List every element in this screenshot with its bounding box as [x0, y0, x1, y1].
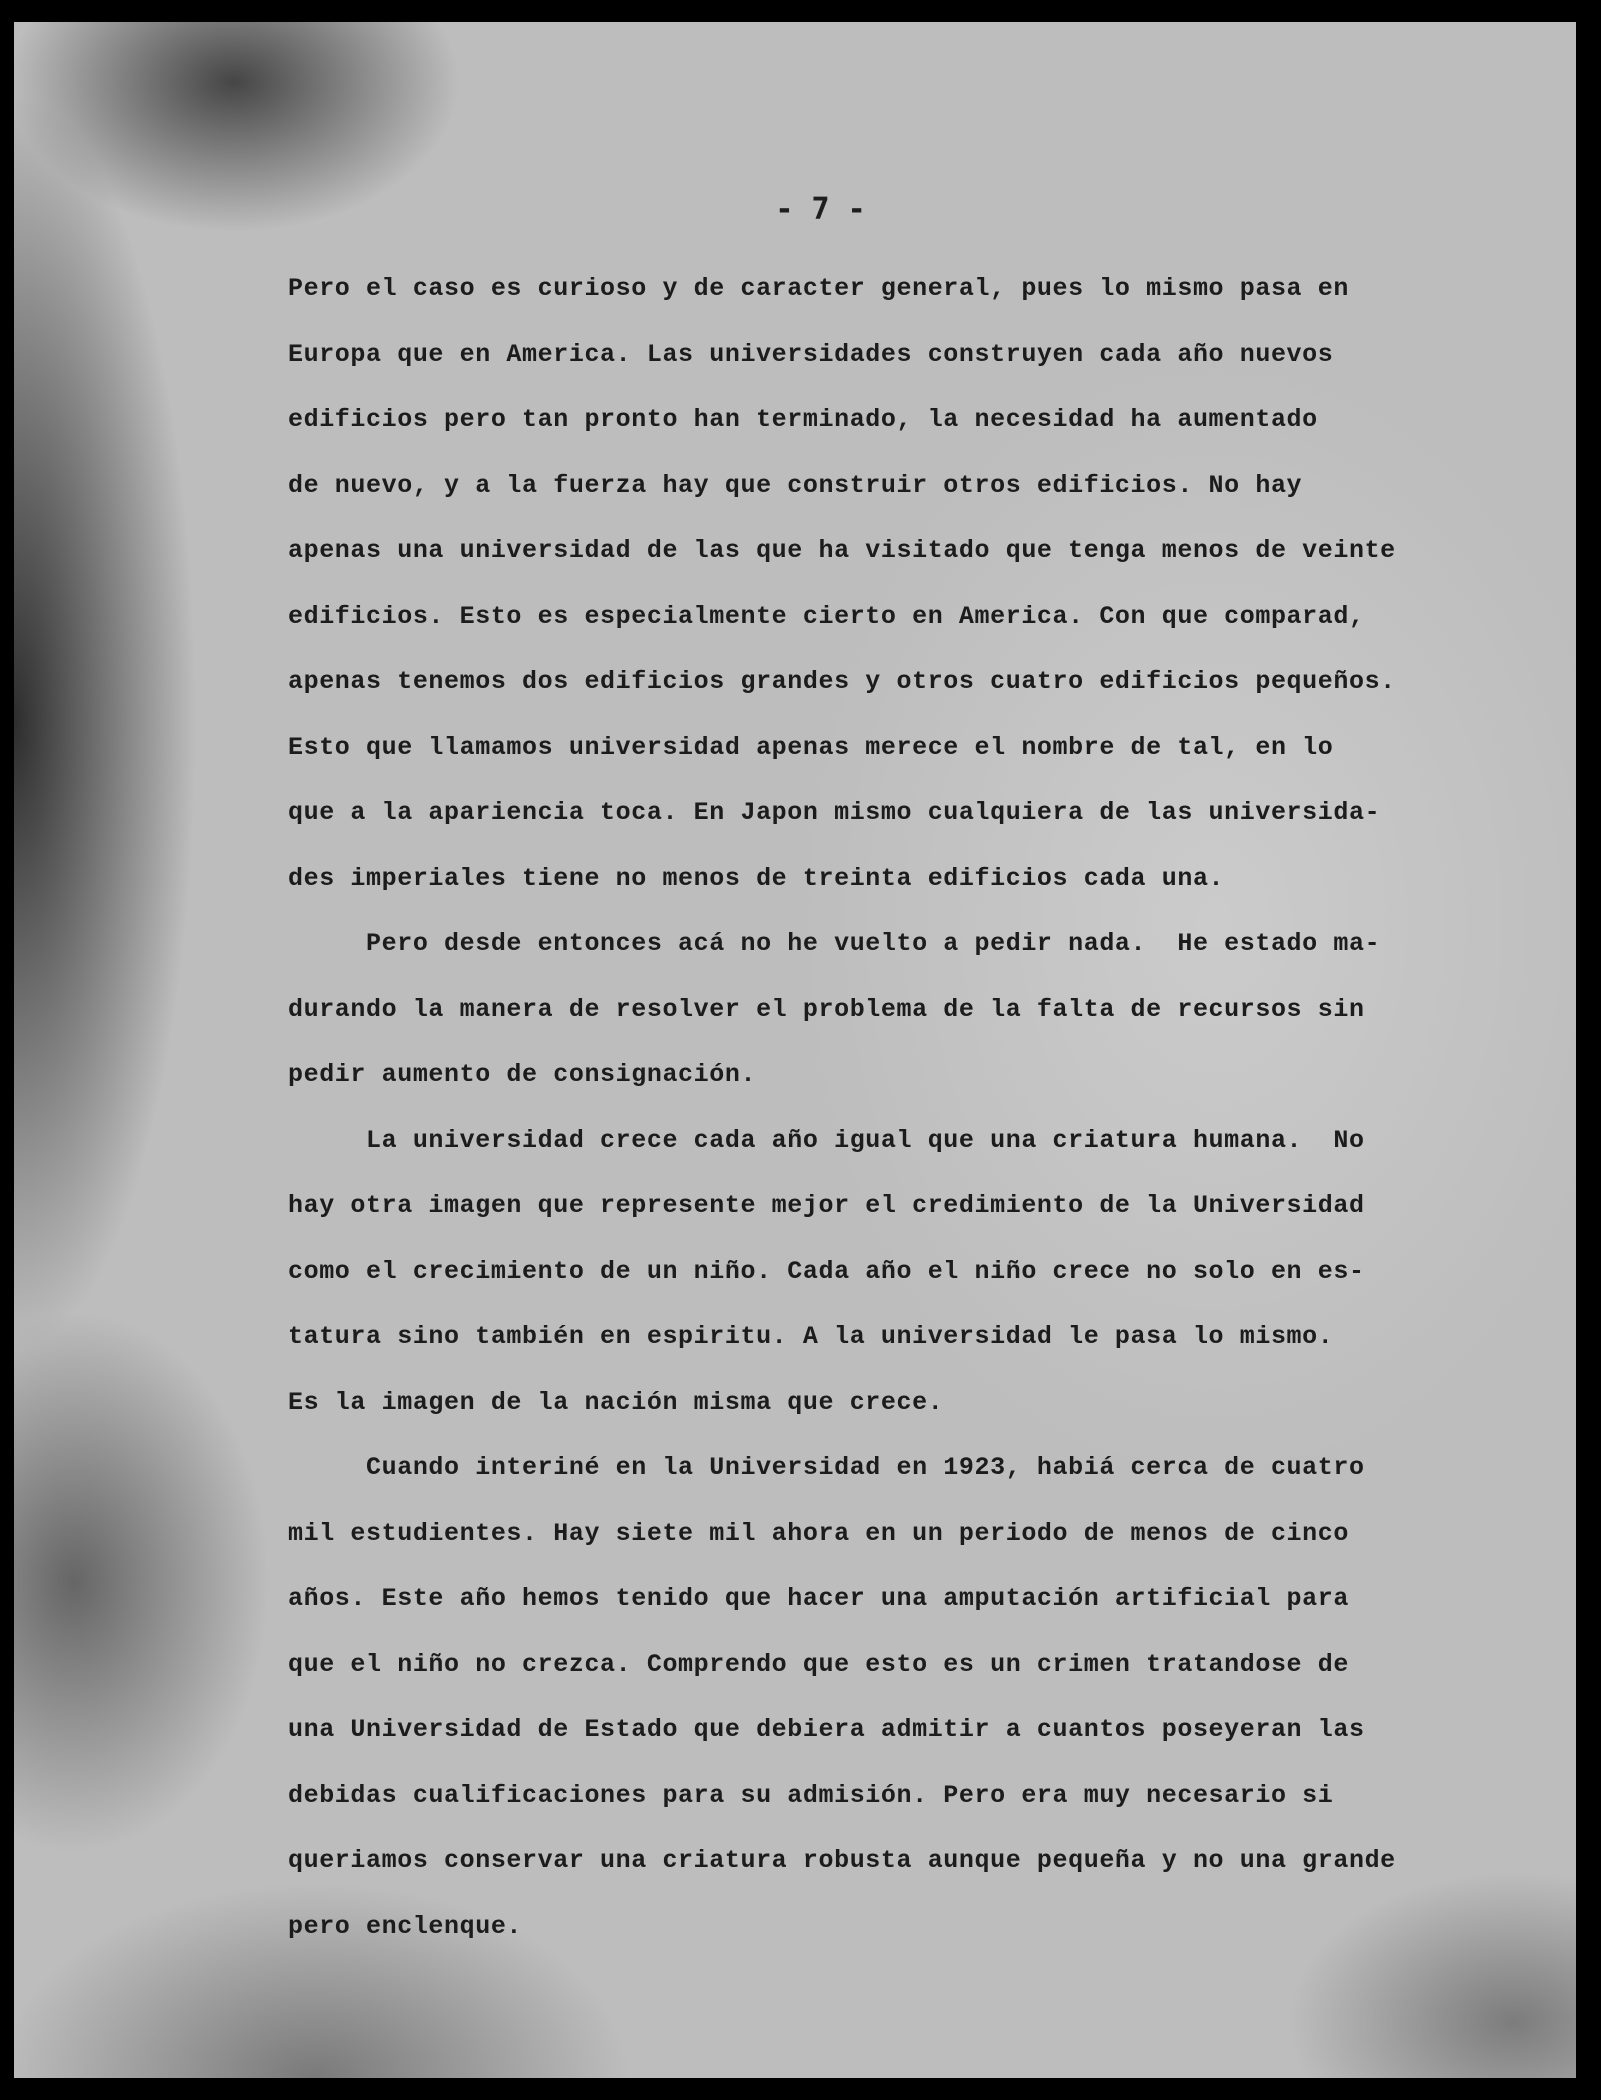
- text-line: queriamos conservar una criatura robusta aunque pequeña y no una grande: [288, 1846, 1396, 1875]
- text-line: des imperiales tiene no menos de treinta edificios cada una.: [288, 863, 1225, 893]
- text-line: Cuando interiné en la Universidad en 1923, habiá cerca de cuatro: [288, 1453, 1365, 1482]
- text-line: pedir aumento de consignación.: [288, 1060, 757, 1089]
- text-line: una Universidad de Estado que debiera admitir a cuantos poseyeran las: [288, 1715, 1365, 1744]
- text-line: de nuevo, y a la fuerza hay que construir otros edificios. No hay: [288, 470, 1303, 500]
- text-line: apenas tenemos dos edificios grandes y otros cuatro edificios pequeños.: [288, 667, 1396, 696]
- page-number: - 7 -: [775, 192, 866, 227]
- text-line: apenas una universidad de las que ha visitado que tenga menos de veinte: [288, 536, 1396, 565]
- text-line: que el niño no crezca. Comprendo que esto es un crimen tratandose de: [288, 1649, 1349, 1679]
- text-line: Es la imagen de la nación misma que crece.: [288, 1387, 944, 1417]
- text-line: Europa que en America. Las universidades construyen cada año nuevos: [288, 339, 1334, 369]
- text-line: edificios pero tan pronto han terminado, la necesidad ha aumentado: [288, 405, 1318, 434]
- text-line: pero enclenque.: [288, 1911, 523, 1941]
- text-line: tatura sino también en espiritu. A la universidad le pasa lo mismo.: [288, 1322, 1334, 1351]
- text-line: como el crecimiento de un niño. Cada año el niño crece no solo en es-: [288, 1256, 1365, 1286]
- text-line: mil estudientes. Hay siete mil ahora en un periodo de menos de cinco: [288, 1518, 1349, 1548]
- text-line: Pero desde entonces acá no he vuelto a pedir nada. He estado ma-: [288, 929, 1381, 958]
- text-line: durando la manera de resolver el problema de la falta de recursos sin: [288, 994, 1365, 1024]
- text-line: Pero el caso es curioso y de caracter general, pues lo mismo pasa en: [288, 274, 1349, 303]
- text-line: hay otra imagen que represente mejor el credimiento de la Universidad: [288, 1191, 1365, 1220]
- text-line: debidas cualificaciones para su admisión. Pero era muy necesario si: [288, 1780, 1334, 1810]
- text-line: años. Este año hemos tenido que hacer una amputación artificial para: [288, 1584, 1349, 1613]
- text-line: que a la apariencia toca. En Japon mismo cualquiera de las universida-: [288, 798, 1381, 827]
- text-line: La universidad crece cada año igual que una criatura humana. No: [288, 1125, 1365, 1155]
- body-text: [288, 256, 1488, 1959]
- text-line: Esto que llamamos universidad apenas merece el nombre de tal, en lo: [288, 732, 1334, 762]
- text-line: edificios. Esto es especialmente cierto en America. Con que comparad,: [288, 601, 1365, 631]
